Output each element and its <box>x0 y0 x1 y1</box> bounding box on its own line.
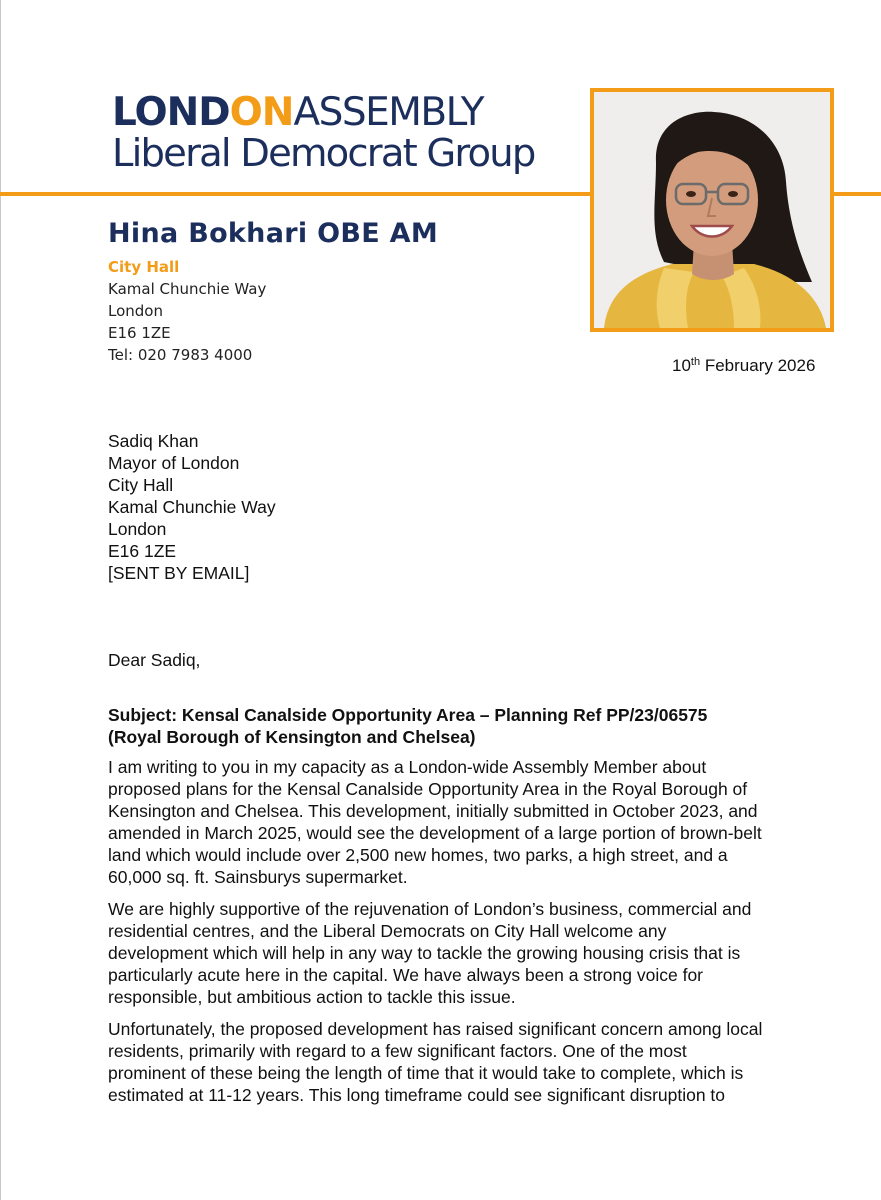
sender-name: Hina Bokhari OBE AM <box>108 218 439 249</box>
logo-word-assembly: ASSEMBLY <box>293 90 484 135</box>
logo-line-2: Liberal Democrat Group <box>112 131 535 176</box>
text-line: I am writing to you in my capacity as a London-wide Assembly Member about <box>108 757 707 777</box>
recipient-line: E16 1ZE <box>108 541 177 561</box>
subject-line: Subject: Kensal Canalside Opportunity Area – Planning Ref PP/23/06575 <box>108 705 708 725</box>
sender-address-line: Kamal Chunchie Way <box>108 280 267 298</box>
text-line: proposed plans for the Kensal Canalside Opportunity Area in the Royal Borough of <box>108 779 748 799</box>
london-assembly-logo <box>112 90 552 176</box>
text-line: land which would include over 2,500 new homes, two parks, a high street, and a <box>108 845 728 865</box>
recipient-line: Mayor of London <box>108 453 240 473</box>
text-line: 60,000 sq. ft. Sainsburys supermarket. <box>108 867 408 887</box>
text-line: prominent of these being the length of time that it would take to complete, which is <box>108 1063 744 1083</box>
text-line: particularly acute here in the capital. We have always been a strong voice for <box>108 965 703 985</box>
logo-word-on: ON <box>229 90 294 135</box>
recipient-line: Kamal Chunchie Way <box>108 497 276 517</box>
recipient-line: [SENT BY EMAIL] <box>108 563 250 583</box>
sender-address-line: London <box>108 302 163 320</box>
text-line: Kensington and Chelsea. This development, initially submitted in October 2023, and <box>108 801 758 821</box>
sender-org: City Hall <box>108 258 180 276</box>
letter-body <box>108 756 828 1116</box>
portrait-illustration <box>594 92 830 328</box>
page-edge <box>0 0 1 1200</box>
text-line: residents, primarily with regard to a few significant factors. One of the most <box>108 1041 687 1061</box>
body-paragraph <box>108 1018 828 1106</box>
date-suffix: th <box>690 356 701 368</box>
recipient-line: London <box>108 519 167 539</box>
logo-word-lond: LOND <box>112 90 230 135</box>
sender-address-line: E16 1ZE <box>108 324 171 342</box>
text-line: Unfortunately, the proposed development has raised significant concern among local <box>108 1019 763 1039</box>
recipient-line: Sadiq Khan <box>108 431 199 451</box>
date-day: 10 <box>672 356 691 375</box>
text-line: residential centres, and the Liberal Democrats on City Hall welcome any <box>108 921 667 941</box>
recipient-line: City Hall <box>108 475 174 495</box>
date-rest: February 2026 <box>700 356 816 375</box>
logo-line-1 <box>112 90 552 135</box>
text-line: estimated at 11-12 years. This long timeframe could see significant disruption to <box>108 1085 726 1105</box>
text-line: development which will help in any way to tackle the growing housing crisis that is <box>108 943 741 963</box>
body-paragraph <box>108 756 828 888</box>
text-line: amended in March 2025, would see the development of a large portion of brown-belt <box>108 823 762 843</box>
recipient-address-block <box>108 430 276 584</box>
letter-date <box>672 356 815 376</box>
subject-heading <box>108 704 707 748</box>
text-line: responsible, but ambitious action to tackle this issue. <box>108 987 516 1007</box>
sender-phone: Tel: 020 7983 4000 <box>108 346 253 364</box>
text-line: We are highly supportive of the rejuvenation of London’s business, commercial and <box>108 899 752 919</box>
salutation: Dear Sadiq, <box>108 650 201 670</box>
portrait-photo <box>590 88 834 332</box>
body-paragraph <box>108 898 828 1008</box>
subject-line: (Royal Borough of Kensington and Chelsea) <box>108 727 476 747</box>
sender-address-block <box>108 256 266 366</box>
